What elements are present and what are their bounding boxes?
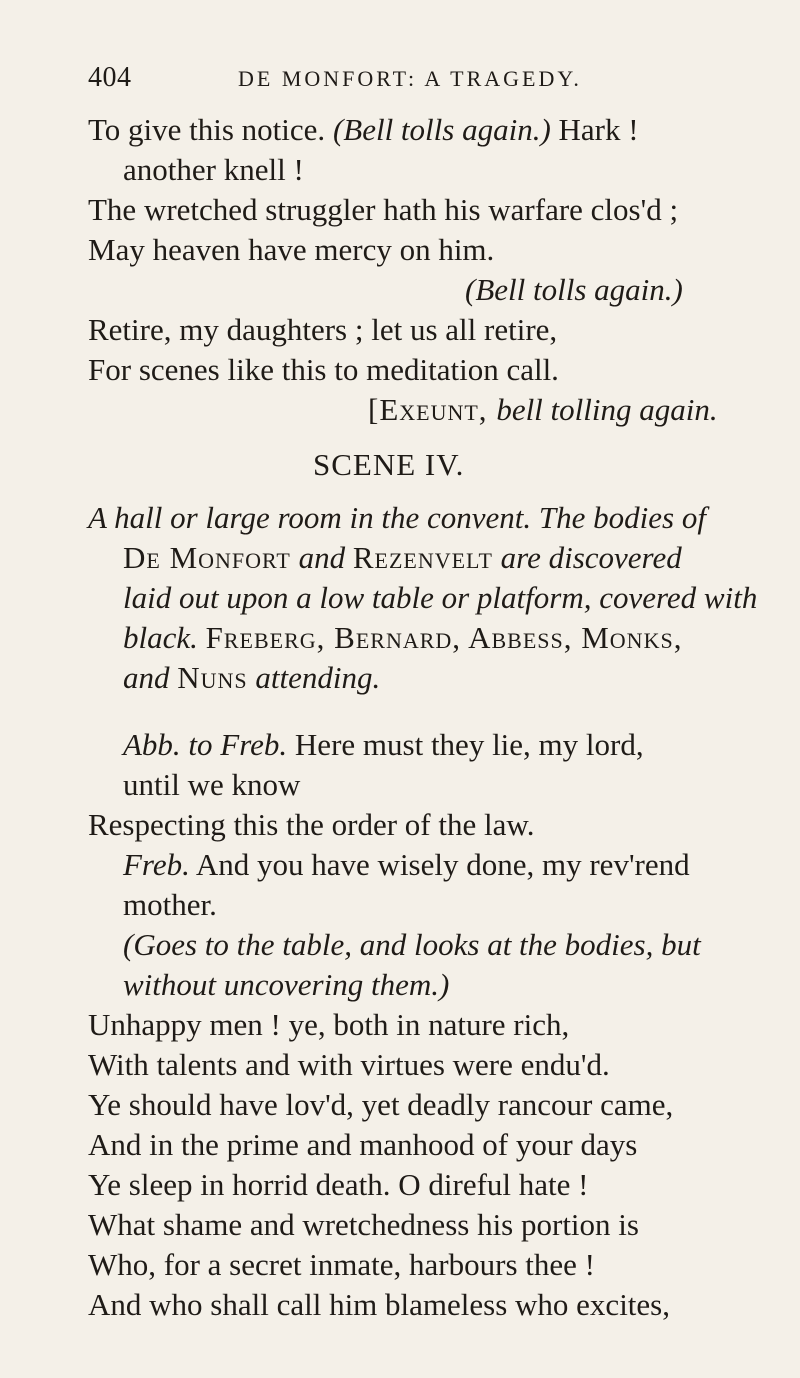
text: And you have wisely done, my rev'rend	[189, 847, 690, 882]
text: attending.	[247, 660, 381, 695]
speaker: Freb.	[123, 847, 190, 882]
speech-line: And who shall call him blameless who excites,	[88, 1287, 670, 1322]
text: Hark !	[550, 112, 639, 147]
stage-direction: (Bell tolls again.)	[465, 272, 683, 307]
speech-line: until we know	[123, 767, 301, 802]
character-names: Freberg, Bernard, Abbess, Monks,	[205, 620, 683, 655]
verse-line: Retire, my daughters ; let us all retire,	[88, 312, 558, 347]
scene-description	[123, 538, 682, 578]
scene-description: laid out upon a low table or platform, covered with	[123, 580, 758, 615]
page-header	[88, 62, 708, 102]
character-name: De Monfort	[123, 540, 291, 575]
speech-line: mother.	[123, 887, 217, 922]
running-title: DE MONFORT: A TRAGEDY.	[238, 66, 582, 91]
page-number: 404	[88, 62, 132, 93]
speech-line: Ye sleep in horrid death. O direful hate !	[88, 1167, 589, 1202]
verse-line: For scenes like this to meditation call.	[88, 352, 559, 387]
verse-line	[88, 110, 639, 150]
scene-description: A hall or large room in the convent. The bodies of	[88, 500, 706, 535]
verse-line: another knell !	[123, 152, 304, 187]
character-name: Nuns	[177, 660, 248, 695]
character-name: Rezenvelt	[352, 540, 493, 575]
text: [Exeunt,	[368, 392, 497, 427]
text: black.	[123, 620, 206, 655]
speech-line: And in the prime and manhood of your days	[88, 1127, 638, 1162]
exit-direction	[368, 390, 718, 430]
speech-line: Who, for a secret inmate, harbours thee !	[88, 1247, 595, 1282]
text: To give this notice.	[88, 112, 333, 147]
scene-description	[123, 618, 682, 658]
speech-line	[123, 845, 690, 885]
verse-line: The wretched struggler hath his warfare clos'd ;	[88, 192, 679, 227]
stage-direction: without uncovering them.)	[123, 967, 450, 1002]
text: and	[290, 540, 353, 575]
speech-line: Unhappy men ! ye, both in nature rich,	[88, 1007, 570, 1042]
verse-line: May heaven have mercy on him.	[88, 232, 495, 267]
stage-direction: (Bell tolls again.)	[332, 112, 551, 147]
stage-direction: bell tolling again.	[496, 392, 718, 427]
speech-line: With talents and with virtues were endu'd.	[88, 1047, 610, 1082]
text: are discovered	[492, 540, 682, 575]
speech-line: Respecting this the order of the law.	[88, 807, 535, 842]
speech-line: Ye should have lov'd, yet deadly rancour came,	[88, 1087, 674, 1122]
speech-line	[123, 725, 644, 765]
stage-direction: (Goes to the table, and looks at the bodies, but	[123, 927, 701, 962]
text: Here must they lie, my lord,	[287, 727, 644, 762]
scene-description	[123, 658, 380, 698]
scene-heading: SCENE IV.	[313, 447, 465, 482]
speech-line: What shame and wretchedness his portion is	[88, 1207, 639, 1242]
text: and	[123, 660, 178, 695]
speaker: Abb. to Freb.	[123, 727, 288, 762]
